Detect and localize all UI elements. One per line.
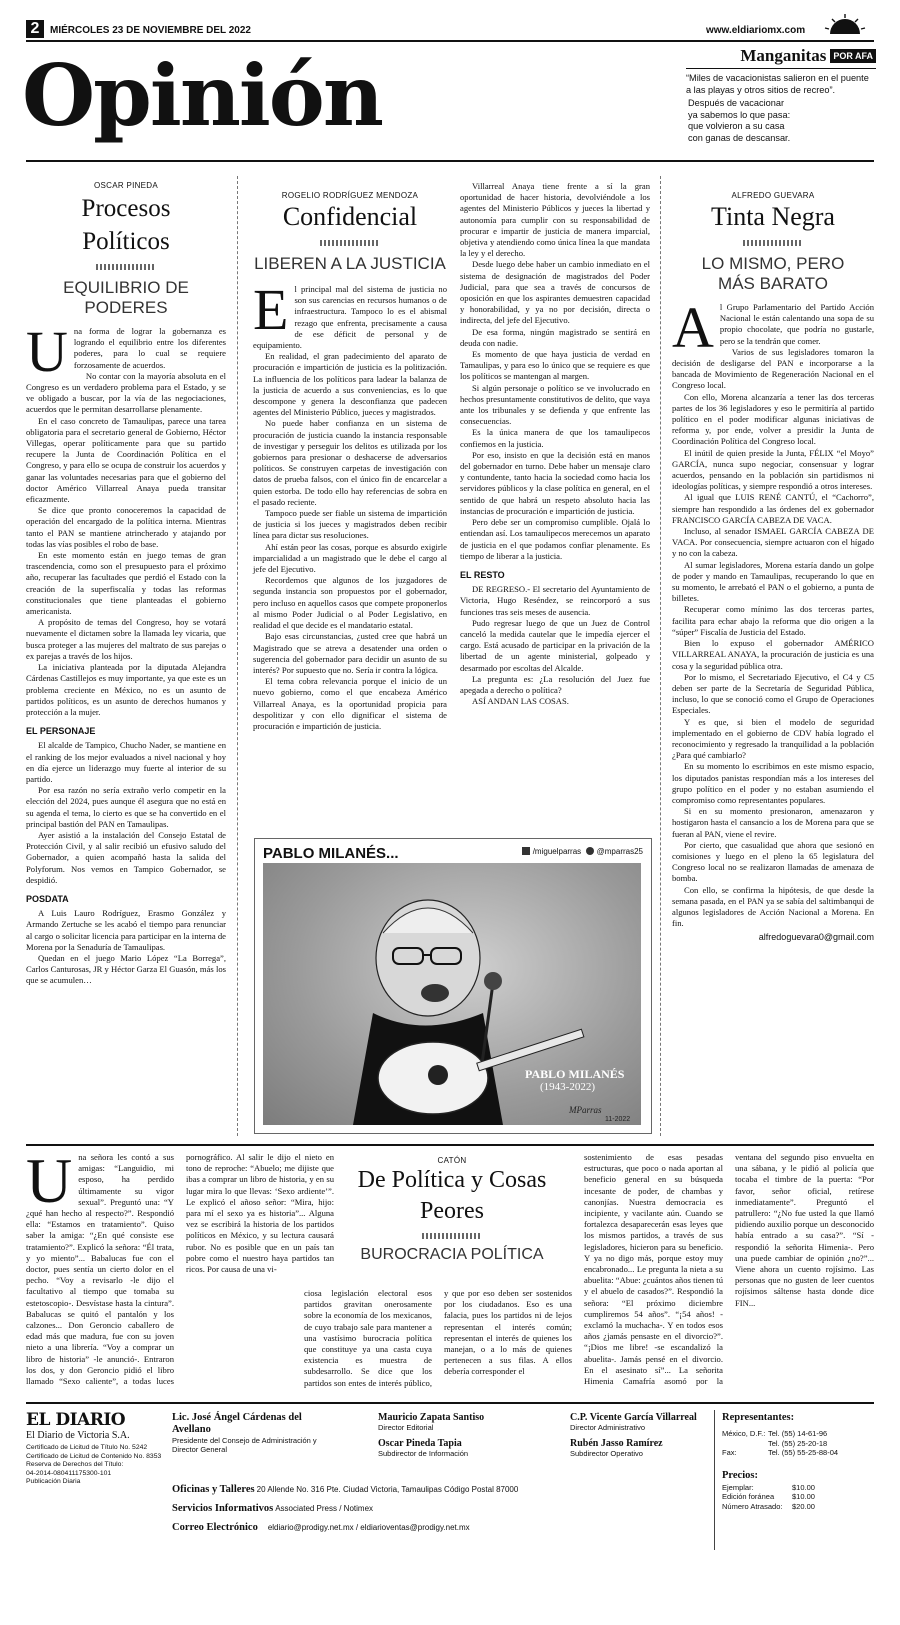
manganitas-box [686,46,876,144]
footer-staff-3 [570,1412,720,1458]
ornament-divider [96,264,156,270]
reps-label: Representantes: [722,1412,795,1423]
article-body [304,1288,572,1392]
paragraph: Por esa razón no sería extraño verlo competir en la elección del 2024, pues aunque él asegura que no está en su agenda el tema, lo cierto es que se ha convertido en el principal bastión del PAN en Tamaulipas. [26,785,226,829]
rep-tel: Tel. (55) 25-20-18 [768,1438,828,1448]
paragraph: Es la única manera de que los tamaulipecos confiemos en la justicia. [460,427,650,449]
paragraph: Pudo regresar luego de que un Juez de Control canceló la medida cautelar que le impedía ejercer el cargo. Está acusado de participar en la privación de la libertad de un agente ministerial, golpeado y desarmado por escoltas del Alcalde. [460,617,650,673]
paragraph: Villarreal Anaya tiene frente a sí la gran oportunidad de hacer historia, devolviéndole a los agentes del Ministerio Públicos y jueces la libertad y autonomía para cumplir con su responsabilidad de procurar e impartir de justicia de manera imparcial, objetiva y atendiendo como única línea la que mandata la ley y el derecho. [460,181,650,259]
staff-name: Oscar Pineda Tapia [378,1438,462,1449]
caton-center [304,1288,572,1392]
verse-line: que volvieron a su casa [688,121,785,131]
caton-right [584,1152,874,1392]
column-name: Confidencial [282,202,418,231]
column-name: Tinta Negra [711,202,835,231]
paragraph: Por lo mismo, el Secretariado Ejecutivo, el C4 y C5 deben ser parte de la Secretaría de Seguridad Pública, incluso, lo que se conoció como el Grupo de Operaciones Especiales. [672,671,874,716]
column-procesos-politicos [26,181,226,987]
column-kicker: LO MISMO, PERO MÁS BARATO [701,254,845,293]
verse-line: Después de vacacionar [688,98,785,108]
paragraph: En realidad, el gran padecimiento del aparato de procuración e impartición de justicia es la politización. La influencia de los políticos para ladear la balanza de la justicia de acuerdo a sus conveniencias, es lo que descompone y genera la desconfianza que padecen agentes del Ministerio Público, jueces y magistrados. [253,351,447,418]
staff-name: C.P. Vicente García Villarreal [570,1412,697,1423]
paragraph: Y es que, si bien el modelo de seguridad implementado en el gobierno de CDV había logrado el reconocimiento y regresado la tranquilidad a la población ¿Para qué cambiarlo? [672,716,874,761]
paragraph: Ayer asistió a la instalación del Consejo Estatal de Protección Civil, y al salir recibió un efusivo saludo del Gobernador, a quien acompañó hasta la salida del Polyforum. Nos vemos en Tampico Gobernador, se despidió. [26,829,226,885]
column-name: Procesos Políticos [81,195,171,255]
footer-certificates [26,1444,166,1487]
paragraph: El alcalde de Tampico, Chucho Nader, se mantiene en el ranking de los mejor evaluados a nivel nacional y hoy en día ejerce un liderazgo muy fuerte al interior de su partido. [26,740,226,784]
paragraph: Con ello, se confirma la hipótesis, de que desde la semana pasada, en el PAN ya se sabía del saltimbanqui de algunos legisladores de Acción Nacional a Morena. En fin. [672,884,874,929]
section-rule [26,1144,874,1146]
cert-line: Certificado de Licitud de Contenido No. 8353 [26,1452,162,1460]
author-name: OSCAR PINEDA [93,181,159,190]
footer-logo-sub: El Diario de Victoria S.A. [26,1430,130,1441]
column-divider [660,176,661,1136]
facebook-icon [522,847,530,855]
paragraph: ASÍ ANDAN LAS COSAS. [472,696,569,707]
paragraph: Al sumar legisladores, Morena estaría dando un golpe de poder y mando en Tamaulipas, recuperando lo que en su momento, le arrebató el PAN o el gobierno, a punta de billetes. [672,559,874,604]
paragraph: En este momento están en juego temas de gran trascendencia, como son el presupuesto para el próximo año, recuperar las facultades que perdió el Estado con la creación de la superfiscalía y todas las reformas constitucionales que tiene planteadas el gobierno americanista. [26,550,226,617]
rep-city: Fax: [722,1448,737,1457]
paragraph: Bien lo expuso el gobernador AMÉRICO VILLARREAL ANAYA, la procuración de justicia es una cosa y la seguridad pública otra. [672,638,874,671]
author-name: ROGELIO RODRÍGUEZ MENDOZA [281,191,419,200]
staff-role: Director Administrativo [570,1423,646,1432]
ornament-divider [320,240,380,246]
article-body [584,1152,874,1392]
paragraph: En su momento lo escribimos en este mismo espacio, los diputados panistas respondían más a los intereses del grupo político en el poder y no estaban asumiendo el compromiso como representantes populares. [672,761,874,805]
column-confidencial-continued [460,181,650,707]
paragraph: l principal mal del sistema de justicia no son sus carencias en recursos humanos o de infraestructura. Tampoco lo es el abismal rezago que enfrenta, precisamente a causa de ese déficit de personal y de equipamiento. [253,284,447,351]
subheading: POSDATA [26,893,69,904]
article-body [253,277,447,732]
staff-role: Presidente del Consejo de Administración y Director General [172,1436,317,1454]
section-title: Opinión [22,46,382,145]
staff-role: Subdirector Operativo [570,1449,643,1458]
paragraph: Incluso, al senador ISMAEL GARCÍA CABEZA DE VACA. Por consecuencia, siempre actuaron con el hígado y no con la cabeza. [672,526,874,559]
cartoon-social [522,847,643,856]
offices-address: 20 Allende No. 316 Pte. Ciudad Victoria, Tamaulipas Código Postal 87000 [256,1485,519,1494]
cartoon-title: PABLO MILANÉS... [263,845,399,862]
author-name: CATÓN [437,1156,467,1165]
paragraph: La pregunta es: ¿La resolución del Juez fue apegada a derecho o política? [460,673,650,695]
author-email[interactable]: alfredoguevara0@gmail.com [758,932,874,943]
cert-line: Reserva de Derechos del Título: [26,1461,124,1469]
column-divider [237,176,238,1136]
paragraph: Al igual que LUIS RENÉ CANTÚ, el “Cachorro”, siempre han respondido a las órdenes del ex gobernador FRANCISCO GARCÍA CABEZA DE VACA. [672,492,874,525]
paragraph: No puede haber confianza en un sistema de procuración de justicia cuando la instancia responsable de investigar y perseguir los delitos es utilizada por los gobiernos para presionar o deshacerse de adversarios políticos. Se construyen carpetas de investigación con datos de prueba falsos, con el único fin de encarcelar a quien estorba. De todo ello hay referencias de sobra en el pasado reciente. [253,418,447,507]
staff-name: Mauricio Zapata Santiso [378,1412,485,1423]
page-number: 2 [30,20,40,37]
cartoon-signature: MParras [569,1105,602,1115]
cert-line: 04-2014-080411175300-101 [26,1469,112,1477]
prices-label: Precios: [722,1469,758,1481]
column-tinta-negra [672,191,874,944]
paragraph: Quedan en el juego Mario López “La Borrega”, Carlos Canturosas, JR y Héctor Garza El Guasón, más los que se acumulen… [26,952,226,986]
footer-rule [26,1402,874,1404]
paragraph: Pero debe ser un compromiso cumplible. Ojalá lo entiendan así. Los tamaulipecos merecemos un aparato de justicia en el que podamos confiar plenamente. Es tiempo de liberar a la justicia. [460,517,650,561]
staff-role: Director Editorial [378,1423,434,1432]
column-kicker: LIBEREN A LA JUSTICIA [254,254,446,273]
column-confidencial [253,191,447,732]
author-name: ALFREDO GUEVARA [731,191,815,200]
paragraph: Por eso, insisto en que la decisión está en manos del gobernador en turno. Debe haber un mensaje claro y contundente, tanto hacia la sociedad como hacia los servidores públicos y la clase política en general, en el sentido de que habrá un respeto absoluto hacia las instancias de procuración e impartición de justicia. [460,449,650,516]
rep-city: México, D.F.: [722,1429,766,1438]
column-name: De Política y Cosas Peores [357,1167,547,1224]
services-label: Servicios Informativos [172,1503,274,1514]
paragraph: ciosa legislación electoral esos partidos gravitan onerosamente sobre la economía de los mexicanos, de cuyo trabajo sale para mantener a una vastísimo burocracia política que constituye ya una casta cuya existencia es muestra de subdesarrollo. Se dice que los partidos son entes de interés público, y que por eso deben ser sostenidos por los ciudadanos. Eso es una falacia, pues los partidos ni de lejos representan el interés común; representan el interés de quienes los manejan, o a lo más de quienes pertenecen a sus filas. A ellos debería corresponder el [304,1288,572,1388]
contact-emails[interactable]: eldiario@prodigy.net.mx / eldiarioventas@prodigy.net.mx [267,1523,470,1532]
paragraph: Recuperar como mínimo las dos terceras partes, facilita para echar abajo la reforma que dio origen a la “súper” Fiscalía de Justicia del Estado. [672,604,874,637]
footer-divider [714,1410,715,1550]
paragraph: En el caso concreto de Tamaulipas, parece una tarea obligatoria para el secretario general de Gobierno, Héctor Villegas, operar políticamente para que su partido recupere la Junta de Coordinación Política en el Congreso, y para ello se ocupa de construir los acuerdos y ganar las voluntades necesarias para que el gobierno del doctor Américo Villarreal Anaya pueda transitar eficazmente. [26,415,226,505]
paragraph: Ahí están peor las cosas, porque es absurdo exigirle imparcialidad a un magistrado que le debe el cargo al jefe del Ejecutivo. [253,541,447,575]
sun-logo-icon [824,14,866,34]
paragraph: El tema cobra relevancia porque el inicio de un nuevo gobierno, como el que encabeza Américo Villarreal Anaya, es la oportunidad propicia para despolitizar y con ello dignificar el sistema de procuración e impartición de justicia. [253,676,447,731]
rep-tel: Tel. (55) 55-25-88-04 [768,1448,839,1457]
paragraph: sostenimiento de esas pesadas estructuras, que poco o nada aportan al beneficio general en su búsqueda incesante de poder, de chambas y canonjías. Nuestra democracia es incipiente, y vacilante aún. Cuando se fortalezca desaparecerán esas leyes que los mismos partidos, a través de sus legisladores, hicieron para su beneficio. Y ya no digo más, porque estoy muy encabronado... Le pregunta la nieta a su abuelita: “Abue: ¿cuántos años tienen tú y el abuelo de casados?”. Respondió la señora: “El próximo diciembre cumpliremos 54 años”. “¡54 años! -exclamó la muchacha-. Y en todos esos años ¿jamás pensaste en el divorcio?”. “¡Dios me libre! -se escandalizó la abuelita-. Jamás pensé en el divorcio. En el asesinato sí”... La señorita Himenia Camafría asomó por la ventana del segundo piso envuelta en una sábana, y le pidió al policía que tocaba el timbre de la puerta: “Por favor, señor oficial, retírese inmediatamente”. Preguntó el patrullero: “¿No fue usted la que llamó pidiendo auxilio porque un desconocido había entrado a su casa?”. “Sí -respondió la señorita Himenia-. Pero una puede cambiar de opinión ¿no?”... Viene ahora un cuento rojísimo. Las personas que no gusten de leer cuentos rojísimos sáltense hasta donde dice FIN... [584,1152,874,1387]
paragraph: A Luis Lauro Rodríguez, Erasmo González y Armando Zertuche se les acabó el tiempo para renunciar al cargo o solicitar licencia para participar en la interna de Morena por la Senaduría de Tamaulipas. [26,908,226,952]
staff-name: Lic. José Ángel Cárdenas del Avellano [172,1412,302,1435]
subheading: EL RESTO [460,569,505,580]
article-body [672,295,874,944]
paragraph: La iniciativa planteada por la diputada Alejandra Cárdenas Castillejos es muy importante, ya que este es un problema creciente en México, no es un asunto de partidos políticos, es un asunto de derechos humanos y protección a la mujer. [26,662,226,717]
rep-tel: Tel. (55) 14-61-96 [768,1429,828,1438]
website-link[interactable]: www.eldiariomx.com [706,25,806,36]
paragraph: Se dice que pronto conoceremos la capacidad de operación del encargado de la política interna. Mientras tanto el PAN se mantiene atrincherado y atajando por todas las vías posibles el robo de base. [26,505,226,549]
article-body [460,181,650,707]
paragraph: El inútil de quien preside la Junta, FÉLIX “el Moyo” GARCÍA, nunca supo negociar, consensuar y lograr acuerdos, pensando en la población sin partidismos ni ideologías políticas, y siempre respondió a otros intereses. [672,447,874,492]
manganitas-rule [686,68,876,69]
paragraph: Desde luego debe haber un cambio inmediato en el sistema de designación de magistrados del Poder Judicial, para que sea a través de concursos de oposición en que los aspirantes demuestren capacidad y honorabilidad, y ya no por decisión, directa o indirecta, del jefe del Ejecutivo. [460,259,650,326]
paragraph: Si en su momento presionaron, amenazaron y hostigaron hasta el cansancio a los de Morena para que se fueran al PAN, viene el revire. [672,806,874,839]
price-value: $20.00 [792,1501,815,1511]
paragraph: Si algún personaje o político se ve involucrado en hechos presuntamente constitutivos de delito, que vaya ante los tribunales y se defienda y que enfrente las consecuencias. [460,382,650,427]
page-number-box [26,20,44,38]
cartoon-caption-name: PABLO MILANÉS [525,1067,625,1081]
twitter-icon [586,847,594,855]
verse-line: con ganas de descansar. [688,132,791,143]
column-kicker: BUROCRACIA POLÍTICA [360,1246,544,1263]
cert-line: Certificado de Licitud de Título No. 5242 [26,1444,148,1451]
paragraph: De esa forma, ningún magistrado se sentirá en deuda con nadie. [460,326,650,348]
footer-staff-2 [378,1412,558,1458]
dropcap: E [253,277,289,342]
social-handle: /miguelparras [532,847,582,856]
email-label: Correo Electrónico [172,1522,258,1533]
social-handle: @mparras25 [596,847,643,856]
dropcap: U [26,319,68,384]
ornament-divider [743,240,803,246]
paragraph: DE REGRESO.- El secretario del Ayuntamiento de Victoria, Hugo Reséndez, se reincorporó a sus funciones tras seis meses de ausencia. [460,584,650,617]
price-item: Ejemplar: [722,1482,754,1492]
subheading: EL PERSONAJE [26,726,96,737]
paragraph: Varios de sus legisladores tomaron la decisión de desligarse del PAN e incorporarse a la bancada de Movimiento de Regeneración Nacional en el Congreso local. [672,346,874,391]
offices-label: Oficinas y Talleres [172,1484,255,1495]
staff-name: Rubén Jasso Ramírez [570,1438,663,1449]
paragraph: l Grupo Parlamentario del Partido Acción Nacional le están calentando una sopa de su propio chocolate, que podría no gustarle, pero se la tendrán que comer. [719,302,874,346]
paragraph: No contar con la mayoría absoluta en el Congreso es un verdadero problema para el Estado, y se ve obligado a buscar, por la vía de las negociaciones, acuerdos que le permitan desarrollarse plenamente. [26,370,226,415]
footer-masthead [26,1410,166,1487]
article-body [26,319,226,987]
staff-role: Subdirector de Información [378,1449,469,1458]
caton-left [26,1152,334,1392]
paragraph: Por cierto, que casualidad que ahora que sesionó en comisiones y luego en el pleno la 65 legislatura del Congreso local no se realizaron llamadas de amenaza de bomba. [672,839,874,884]
price-value: $10.00 [792,1492,815,1501]
top-rule [26,40,874,42]
footer-logo: EL DIARIO [26,1410,126,1430]
services-value: Associated Press / Notimex [275,1504,374,1513]
footer-staff-1 [172,1412,362,1454]
date-line: MIÉRCOLES 23 DE NOVIEMBRE DEL 2022 [50,25,251,36]
article-body [26,1152,334,1392]
paragraph: na señora les contó a sus amigas: “Languidio, mi esposo, ha perdido últimamente su vigor sexual”. Preguntó una: “Y ¿qué han hecho al respecto?”. Respondió ella: “Estamos en tratamiento”. Quiso saber la amiga: “¿En qué consiste ese tratamiento?”. Explicó la señora: “Él trata, y yo miento”... Babalucas fue con el doctor, pues sentía un cierto dolor en el pecho. “Voy a revisarlo -le dijo el facultativo al tiempo que tomaba su estetoscopio-. Desvístase hasta la cintura”. Babalucas se quitó el pantalón y los calzones... Don Geroncio caballero de edad más que madura, fue con su joven nieto a una librería. “Voy a comprar un libro de historia” -le anunció-. Entraron los dos, y don Geroncio pidió el libro llamado “Sexo caliente”, a todas luces pornográfico. Al salir le dijo el nieto en tono de reproche: “Abuelo; me dijiste que ibas a comprar un libro de historia, y en su lugar mira lo que llevas: ‘Sexo ardiente’”. Le explicó el añoso señor: “Mira, hijo: para mí el sexo ya es historia”... Alguna vez se escribirá la historia de los partidos políticos en México, y su lectura causará rubor. No es posible que en un país tan pobre como el nuestro haya partidos tan ricos. Por causa de una vi- [26,1152,334,1387]
dropcap: U [26,1152,73,1216]
footer-representatives [722,1412,874,1511]
manganitas-quote: “Miles de vacacionistas salieron en el puente a las playas y otros sitios de recreo”. [686,73,869,95]
price-item: Número Atrasado: [722,1501,783,1511]
footer-contact [172,1480,712,1537]
paragraph: Tampoco puede ser fiable un sistema de impartición de justicia si los jueces y magistrados deben recibir línea para dictar sus resoluciones. [253,508,447,541]
dropcap: A [672,295,714,360]
rep-city [722,1439,768,1449]
ornament-divider [422,1233,482,1239]
cartoon-date: 11-2022 [605,1116,631,1123]
header-bottom-rule [26,160,874,162]
paragraph: A propósito de temas del Congreso, hoy se votará nuevamente el dictamen sobre la llamada ley vicaria, que busca proteger a las mujeres del maltrato de sus parejas o ex parejas a través de los hijos. [26,617,226,661]
manganitas-byline: POR AFA [830,49,876,63]
price-item: Edición foránea [722,1492,775,1501]
cert-line: Publicación Diaria [26,1478,81,1486]
paragraph: na forma de lograr la gobernanza es logrando el equilibrio entre los diferentes poderes, para lo cual se requiere forzosamente de acuerdos. [73,326,226,370]
paragraph: Con ello, Morena alcanzaría a tener las dos terceras partes de los 36 legisladores y eso le permitiría al partido político en el poder modificar algunas iniciativas de reforma y, por ende, volver a presidir la Junta de Coordinación Política del Congreso local. [672,391,874,447]
caton-header [346,1156,558,1265]
paragraph: Bajo esas circunstancias, ¿usted cree que habrá un Magistrado que se atreva a desatender una orden o sugerencia del gobernador para decidir un asunto de su interés? Por supuesto que no. Sería ir contra la lógica. [253,631,447,675]
price-value: $10.00 [792,1482,815,1492]
paragraph: Recordemos que algunos de los juzgadores de segunda instancia son propuestos por el gobernador, pero incluso en aquellos casos que compete proponerlos al mismo Poder Judicial o al Poder Legislativo, en realidad el que decide es el mandatario estatal. [253,575,447,631]
paragraph: Es momento de que haya justicia de verdad en Tamaulipas, y para eso lo único que se requiere es que los políticos se mantengan al margen. [460,349,650,382]
manganitas-verse [686,98,876,144]
verse-line: ya sabemos lo que pasa: [688,109,791,120]
manganitas-title: Manganitas [740,46,827,65]
column-kicker: EQUILIBRIO DE PODERES [63,278,189,317]
editorial-cartoon [254,838,652,1134]
cartoon-caption-years: (1943-2022) [540,1081,595,1093]
